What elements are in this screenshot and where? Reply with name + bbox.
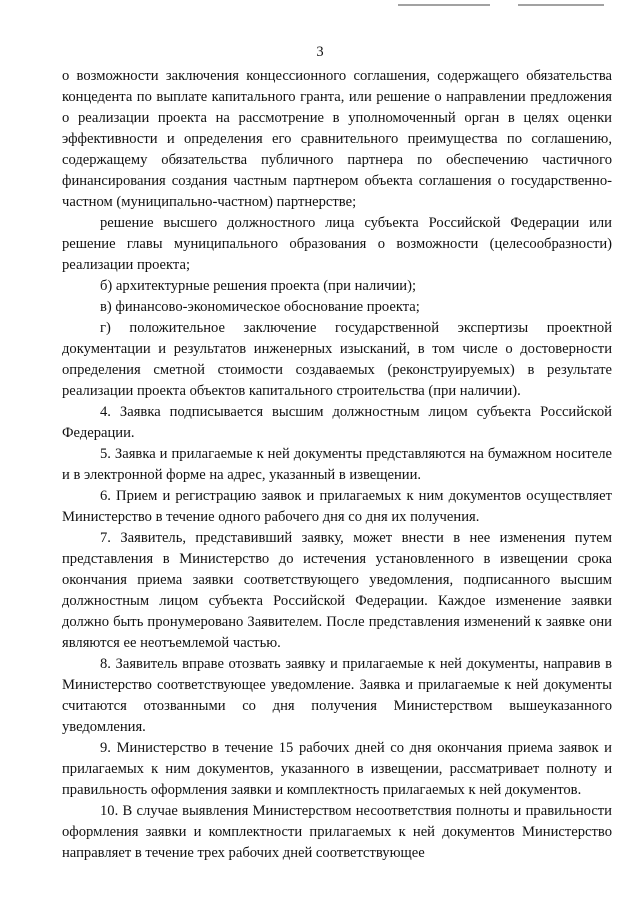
- numbered-clause: 7. Заявитель, представивший заявку, может внести в нее изменения путем представления в Министерство до истечения установленного в извещении срока окончания приема заявки соответствующего уведомления, подписанного высшим должностным лицом субъекта Российской Федерации. Каждое изменение заявки должно быть пронумеровано Заявителем. После представления изменений к заявке они являются ее неотъемлемой частью.: [62, 530, 612, 651]
- numbered-clause: 5. Заявка и прилагаемые к ней документы представляются на бумажном носителе и в электронной форме на адрес, указанный в извещении.: [62, 446, 612, 483]
- list-item: б) архитектурные решения проекта (при наличии);: [100, 278, 417, 294]
- paragraph: решение высшего должностного лица субъекта Российской Федерации или решение главы муниципального образования о возможности (целесообразности) реализации проекта;: [62, 215, 612, 273]
- numbered-clause: 8. Заявитель вправе отозвать заявку и прилагаемые к ней документы, направив в Министерство соответствующее уведомление. Заявка и прилагаемые к ней документы считаются отозванными со дня получения Министерством вышеуказанного уведомления.: [62, 656, 612, 735]
- list-item: г) положительное заключение государственной экспертизы проектной документации и результатов инженерных изысканий, в том числе о достоверности определения сметной стоимости создаваемых (реконструируемых) в результате реализации проекта объектов капитального строительства (при наличии).: [62, 320, 612, 399]
- numbered-clause: 4. Заявка подписывается высшим должностным лицом субъекта Российской Федерации.: [62, 404, 612, 441]
- numbered-clause: 6. Прием и регистрацию заявок и прилагаемых к ним документов осуществляет Министерство в течение одного рабочего дня со дня их получения.: [62, 488, 612, 525]
- numbered-clause: 10. В случае выявления Министерством несоответствия полноты и правильности оформления заявки и комплектности прилагаемых к ней документов Министерство направляет в течение трех рабочих дней соответствующее: [62, 803, 612, 861]
- document-body: [62, 66, 612, 864]
- numbered-clause: 9. Министерство в течение 15 рабочих дней со дня окончания приема заявок и прилагаемых к ним документов, указанного в извещении, рассматривает полноту и правильность оформления заявки и комплектность прилагаемых к ней документов.: [62, 740, 612, 798]
- paragraph: о возможности заключения концессионного соглашения, содержащего обязательства концедента по выплате капитального гранта, или решение о направлении предложения о реализации проекта на рассмотрение в уполномоченный орган в целях оценки эффективности и определения его сравнительного преимущества по соглашению, содержащему обязательства публичного партнера по обеспечению частичного финансирования создания частным партнером объекта соглашения о государственно-частном (муниципально-частном) партнерстве;: [62, 68, 612, 210]
- list-item: в) финансово-экономическое обоснование проекта;: [100, 299, 420, 315]
- scan-edge-mark: [398, 4, 490, 6]
- page-number: 3: [316, 44, 324, 60]
- scan-edge-mark: [518, 4, 604, 6]
